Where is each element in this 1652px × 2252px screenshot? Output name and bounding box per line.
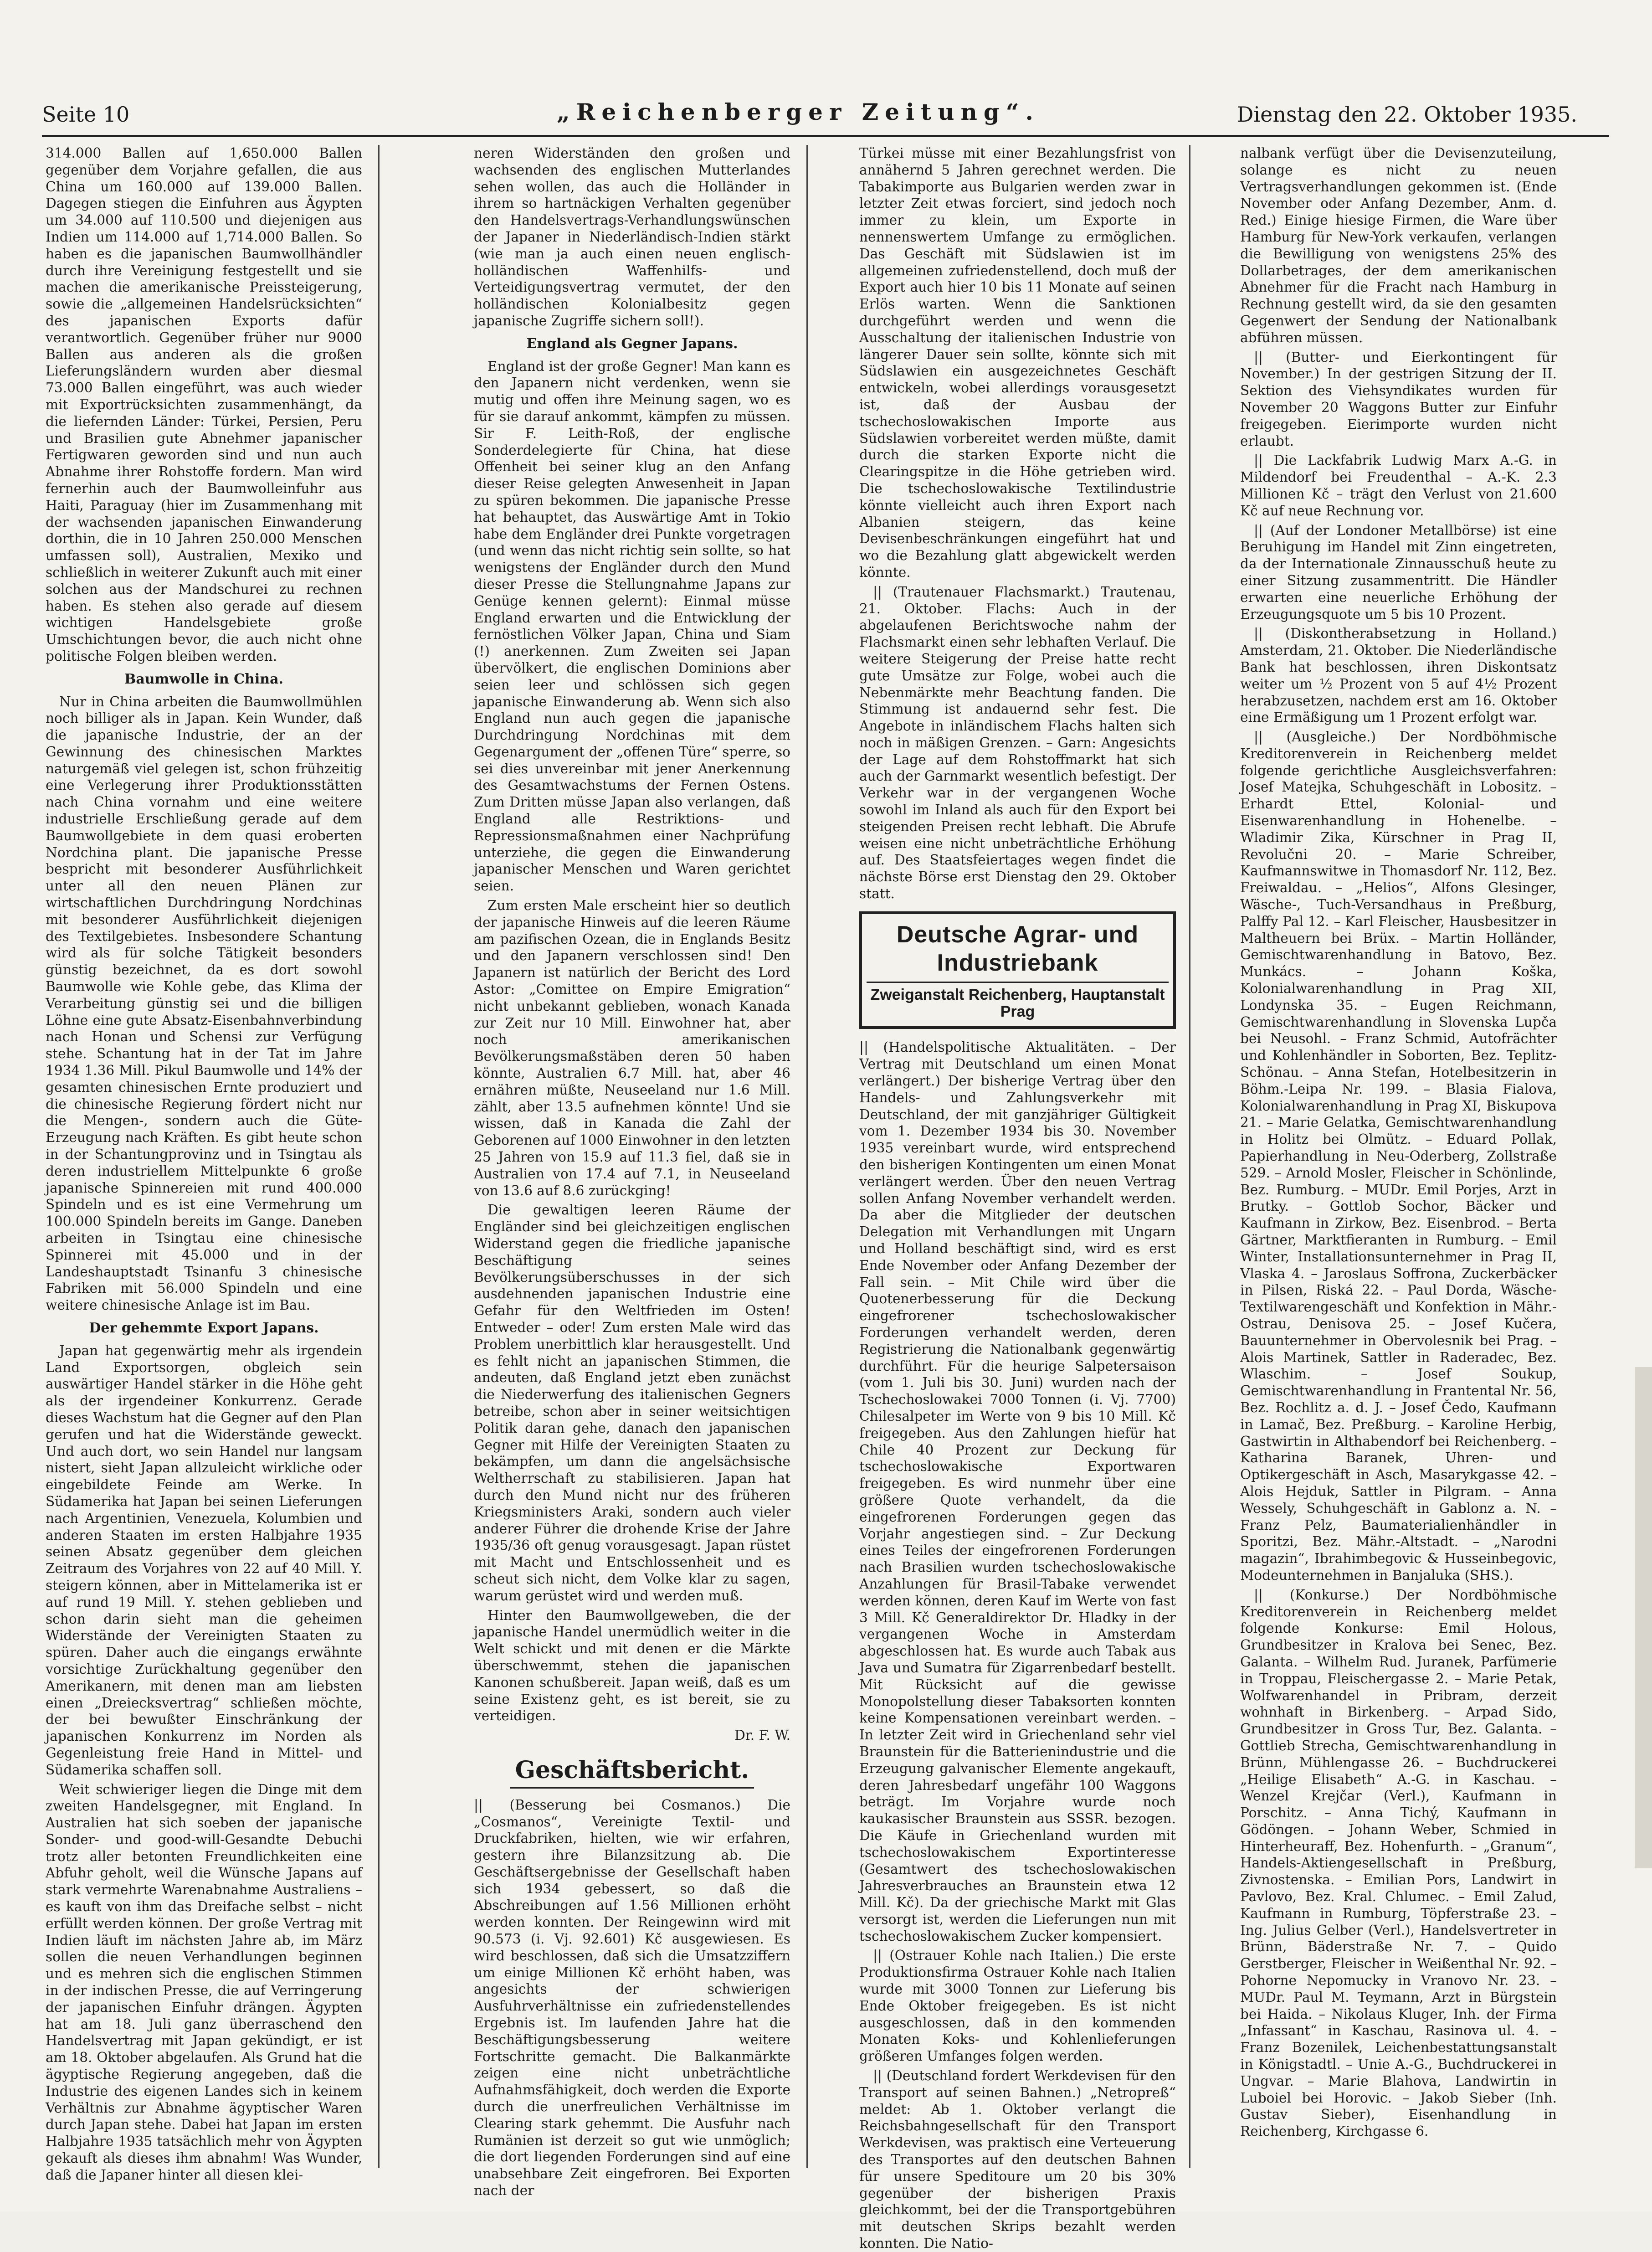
report-paragraph: || (Ausgleiche.) Der Nordböhmische Kreditorenverein in Reichenberg meldet folgende gerichtliche Ausgleichsverfahren: Josef Matejka, Schuhgeschäft in Lobositz. – Erhardt Ettel, Kolonial- und Eisenwarenhandlung in Hohenelbe. – Wladimir Zika, Kürschner in Prag II, Revolučni 20. – Marie Schreiber, Kaufmannswitwe in Thomasdorf Nr. 112, Bez. Freiwaldau. – „Helios“, Alfons Glesinger, Wäsche-, Tuch-Versandhaus in Preßburg, Palffy Pal 12. – Karl Fleischer, Hausbesitzer in Maltheuern bei Brüx. – Martin Holländer, Gemischtwarenhandlung in Batovo, Bez. Munkács. – Johann Koška, Kolonialwarenhandlung in Prag XII, Londynska 35. – Eugen Reichmann, Gemischtwarenhandlung in Slovenska Lupča bei Neusohl. – Franz Schmid, Autofrächter und Kohlenhändler in Soborten, Bez. Teplitz-Schönau. – Anna Stefan, Hotelbesitzerin in Böhm.-Leipa Nr. 199. – Blasia Fialova, Kolonialwarenhandlung in Prag XI, Biskupova 21. – Marie Gelatka, Gemischtwarenhandlung in Holitz bei Olmütz. – Eduard Pollak, Papierhandlung in Neu-Oderberg, Zollstraße 529. – Arnold Mosler, Fleischer in Schönlinde, Bez. Rumburg. – MUDr. Emil Porjes, Arzt in Brutky. – Gottlob Sochor, Bäcker und Kaufmann in Zirkow, Bez. Eisenbrod. – Berta Gärtner, Marktfieranten in Rumburg. – Emil Winter, Installationsunternehmer in Prag II, Vlaska 4. – Jaroslaus Soffrona, Zuckerbäcker in Pilsen, Riská 22. – Paul Dorda, Wäsche-Textilwarengeschäft und Konfektion in Mähr.-Ostrau, Denisova 25. – Josef Kučera, Bauunternehmer in Obervolesnik bei Prag. – Alois Martinek, Sattler in Raderadec, Bez. Wlaschim. – Josef Soukup, Gemischtwarenhandlung in Frantental Nr. 56, Bez. Rochlitz a. d. J. – Josef Čedo, Kaufmann in Lamač, Bez. Preßburg. – Karoline Herbig, Gastwirtin in Althabendorf bei Reichenberg. – Katharina Baranek, Uhren- und Optikergeschäft in Asch, Masarykgasse 42. – Alois Hejduk, Sattler in Pilgram. – Anna Wessely, Schuhgeschäft in Gablonz a. N. – Franz Pelz, Baumaterialienhändler in Sporitzi, Bez. Mähr.-Altstadt. – „Narodni magazin“, Ibrahimbegovic & Husseinbegovic, Modeunternehmen in Banjaluka (SHS.). bbox=[1240, 729, 1557, 1583]
article-paragraph: Weit schwieriger liegen die Dinge mit dem zweiten Handelsgegner, mit England. In Australien hat sich soeben der japanische Sonder- und good-will-Gesandte Debuchi trotz aller betonten Freundlichkeiten eine Abfuhr geholt, weil die Wünsche Japans auf stark vermehrte Warenabnahme Australiens – es kauft von ihm das Dreifache selbst – nicht erfüllt werden können. Der große Vertrag mit Indien läuft im nächsten Jahre ab, im März sollen die neuen Verhandlungen beginnen und es mehren sich die englischen Stimmen in der indischen Presse, die auf Verringerung der japanischen Einfuhr drängen. Ägypten hat am 18. Juli ganz überraschend den Handelsvertrag mit Japan gekündigt, er ist am 18. Oktober abgelaufen. Als Grund hat die ägyptische Regierung angegeben, daß die Industrie des eigenen Landes sich in keinem Verhältnis zur Abnahme ägyptischer Waren durch Japan stehe. Dabei hat Japan im ersten Halbjahre 1935 tatsächlich mehr von Ägypten gekauft als dieses ihm abnahm! Was Wunder, daß die Japaner hinter all diesen klei- bbox=[46, 1781, 362, 2183]
bank-advertisement bbox=[859, 911, 1176, 1029]
issue-date: Dienstag den 22. Oktober 1935. bbox=[1236, 102, 1577, 127]
column-divider bbox=[378, 145, 380, 2168]
report-paragraph: || (Ostrauer Kohle nach Italien.) Die erste Produktionsfirma Ostrauer Kohle nach Italien wurde mit 3000 Tonnen zur Lieferung bis Ende Oktober freigegeben. Es ist nicht ausgeschlossen, daß in den kommenden Monaten Koks- und Kohlenlieferungen größeren Umfanges folgen werden. bbox=[859, 1948, 1176, 2064]
article-paragraph: Nur in China arbeiten die Baumwollmühlen noch billiger als in Japan. Kein Wunder, daß die japanische Industrie, der an der Gewinnung des chinesischen Marktes naturgemäß viel gelegen ist, schon frühzeitig eine Verlegerung ihrer Produktionsstätten nach China vornahm und eine weitere industrielle Erschließung gerade auf dem Baumwollgebiete in dem quasi eroberten Nordchina plant. Die japanische Presse bespricht mit besonderer Ausführlichkeit unter all den neuen Plänen zur wirtschaftlichen Durchdringung Nordchinas mit besonderer Ausführlichkeit diejenigen des Textilgebietes. Insbesondere Schantung wird als für solche Tätigkeit besonders günstig bezeichnet, da es dort sowohl Baumwolle wie Kohle gebe, das Klima der Verarbeitung günstig sei und die billigen Löhne eine gute Absatz-Eisenbahnverbindung nach Honan und Schensi zur Verfügung stehe. Schantung hat in der Tat im Jahre 1934 1.36 Mill. Pikul Baumwolle und 14% der gesamten chinesischen Ernte produziert und die chinesische Regierung fördert nicht nur die Mengen-, sondern auch die Güte-Erzeugung nach Kräften. Es gibt heute schon in der Schantungprovinz und in Tsingtau als deren industriellem Mittelpunkte 6 große japanische Spinnereien mit rund 400.000 Spindeln und es ist eine Vermehrung um 100.000 Spindeln bereits im Gange. Daneben arbeiten in Tsingtau eine chinesische Spinnerei mit 45.000 und in der Landeshauptstadt Tsinanfu 3 chinesische Fabriken mit 56.000 Spindeln und eine weitere chinesische Anlage ist im Bau. bbox=[46, 694, 362, 1313]
column-divider bbox=[1189, 145, 1190, 2168]
masthead: „Reichenberger Zeitung“. bbox=[557, 98, 1040, 125]
report-paragraph: || (Butter- und Eierkontingent für November.) In der gestrigen Sitzung der II. Sektion des Viehsyndikates wurden für November 20 Waggons Butter zur Einfuhr freigegeben. Eierimporte wurden nicht erlaubt. bbox=[1240, 349, 1557, 449]
column-3 bbox=[859, 145, 1176, 2252]
section-rule bbox=[510, 1787, 754, 1789]
report-paragraph: || (Konkurse.) Der Nordböhmische Kreditorenverein in Reichenberg meldet folgende Konkurse: Emil Holous, Grundbesitzer in Kralova bei Senec, Bez. Galanta. – Wilhelm Rud. Juranek, Parfümerie in Troppau, Fleischergasse 2. – Marie Petak, Wolfwarenhandel in Pribram, derzeit wohnhaft in Birkenberg. – Arpad Sido, Grundbesitzer in Gross Tur, Bez. Galanta. – Gottlieb Strecha, Gemischtwarenhandlung in Brünn, Mühlengasse 26. – Buchdruckerei „Heilige Elisabeth“ A.-G. in Kaschau. – Wenzel Krejčar (Verl.), Kaufmann in Porschitz. – Anna Tichý, Kaufmann in Gödöngen. – Johann Weber, Schmied in Hinterheuraff, Bez. Hohenfurth. – „Granum“, Handels-Aktiengesellschaft in Preßburg, Zivnostenska. – Emilian Pors, Landwirt in Pavlovo, Bez. Kral. Chlumec. – Emil Zalud, Kaufmann in Rumburg, Töpferstraße 23. – Ing. Julius Gelber (Verl.), Handelsvertreter in Brünn, Bäderstraße Nr. 7. – Quido Gerstberger, Fleischer in Weißenthal Nr. 92. – Pohorne Nepomucky in Vranovo Nr. 23. – MUDr. Paul M. Teymann, Arzt in Bürgstein bei Haida. – Nikolaus Kluger, Inh. der Firma „Infassant“ in Kaschau, Rasinova ul. 4. – Franz Bozenilek, Leichenbestattungsanstalt in Königstadtl. – Unie A.-G., Buchdruckerei in Ungvar. – Marie Blahova, Landwirtin in Luboiel bei Horovic. – Jakob Sieber (Inh. Gustav Sieber), Eisenhandlung in Reichenberg, Kirchgasse 6. bbox=[1240, 1587, 1557, 2139]
article-paragraph: 314.000 Ballen auf 1,650.000 Ballen gegenüber dem Vorjahre gefallen, die aus China um 160.000 auf 139.000 Ballen. Dagegen stiegen die Einfuhren aus Ägypten um 34.000 auf 110.500 und diejenigen aus Indien um 114.000 auf 1,714.000 Ballen. So haben es die japanischen Baumwollhändler durch ihre Vereinigung festgestellt und sie machen die amerikanische Preissteigerung, sowie die „allgemeinen Handelsrücksichten“ des japanischen Exports dafür verantwortlich. Gegenüber früher nur 9000 Ballen aus anderen als die großen Lieferungsländern wurden aber diesmal 73.000 Ballen eingeführt, was auch wieder mit Exportrücksichten zusammenhängt, da die liefernden Länder: Türkei, Persien, Peru und Brasilien gute Abnehmer japanischer Fertigwaren geworden sind und nun auch Abnahme ihrer Rohstoffe fordern. Man wird fernerhin auch der Baumwolleinfuhr aus Haiti, Paraguay (hier im Zusammenhang mit der wachsenden japanischen Einwanderung dorthin, die in 10 Jahren 250.000 Menschen umfassen soll), Australien, Mexiko und schließlich in weiterer Zukunft auch mit einer solchen aus der Mandschurei zu rechnen haben. Es stehen also gerade auf diesem wichtigen Handelsgebiete große Umschichtungen bevor, die auch nicht ohne politische Folgen bleiben werden. bbox=[46, 145, 362, 664]
report-paragraph: || (Diskontherabsetzung in Holland.) Amsterdam, 21. Oktober. Die Niederländische Bank hat beschlossen, ihren Diskontsatz weiter um ½ Prozent von 5 auf 4½ Prozent herabzusetzen, nachdem erst am 16. Oktober eine Ermäßigung um 1 Prozent erfolgt war. bbox=[1240, 626, 1557, 725]
column-divider bbox=[806, 145, 808, 2168]
report-paragraph: || (Deutschland fordert Werkdevisen für den Transport auf seinen Bahnen.) „Netropreß“ meldet: Ab 1. Oktober verlangt die Reichsbahngesellschaft für den Transport Werkdevisen, was praktisch eine Verteuerung des Transportes auf den deutschen Bahnen für unsere Speditoure um 20 bis 30% gegenüber der bisherigen Praxis gleichkommt, bei der die Transportgebühren mit deutschen Skrips bezahlt werden konnten. Die Natio- bbox=[859, 2068, 1176, 2252]
page-number: Seite 10 bbox=[42, 102, 130, 127]
article-paragraph: Die gewaltigen leeren Räume der Engländer sind bei gleichzeitigen englischen Widerstand gegen die friedliche japanische Beschäftigung seines Bevölkerungsüberschusses in der sich ausdehnenden japanischen Industrie eine Gefahr für den Weltfrieden im Osten! Entweder – oder! Zum ersten Male wird das Problem unerbittlich klar herausgestellt. Und es fehlt nicht an japanischen Stimmen, die andeuten, daß England jetzt eben zunächst die Niederwerfung des italienischen Gegners betreibe, schon aber in seiner weitsichtigen Politik daran gehe, danach den japanischen Gegner mit Hilfe der Vereinigten Staaten zu bekämpfen, um dann die angelsächsische Weltherrschaft zu stabilisieren. Japan hat durch den Mund nicht nur des früheren Kriegsministers Araki, sondern auch vieler anderer Führer die drohende Krise der Jahre 1935/36 oft genug vorausgesagt. Japan rüstet mit Macht und Entschlossenheit und es scheut sich nicht, dem Volke klar zu sagen, warum gerüstet wird und werden muß. bbox=[474, 1202, 790, 1604]
column-1 bbox=[46, 145, 362, 2183]
header-rule bbox=[42, 135, 1609, 137]
author-signature: Dr. F. W. bbox=[734, 1728, 790, 1743]
ad-bank-name: Deutsche Agrar- und Industriebank bbox=[896, 921, 1139, 976]
report-paragraph: || Die Lackfabrik Ludwig Marx A.-G. in Mildendorf bei Freudenthal – A.-K. 2.3 Millionen Kč – trägt den Verlust von 21.600 Kč auf neue Rechnung vor. bbox=[1240, 452, 1557, 519]
report-paragraph: || (Auf der Londoner Metallbörse) ist eine Beruhigung im Handel mit Zinn eingetreten, da der Internationale Zinnausschuß heute zu einer Sitzung zusammentritt. Die Händler erwarten eine neuerliche Erhöhung der Erzeugungsquote um 5 bis 10 Prozent. bbox=[1240, 522, 1557, 622]
subheading-baumwolle-china: Baumwolle in China. bbox=[124, 671, 283, 687]
ad-branch-line: Zweiganstalt Reichenberg, Hauptanstalt Prag bbox=[867, 982, 1169, 1020]
column-4 bbox=[1240, 145, 1557, 2168]
article-paragraph: neren Widerständen den großen und wachsenden des englischen Mutterlandes sehen wollen, das auch die Holländer in ihrem so hartnäckigen Verhalten gegenüber den Handelsvertrags-Verhandlungswünschen der Japaner in Niederländisch-Indien stärkt (wie man ja auch einen neuen englisch-holländischen Waffenhilfs- und Verteidigungsvertrag vermutet, der den holländischen Kolonialbesitz gegen japanische Zugriffe sichern soll!). bbox=[474, 145, 790, 329]
column-2 bbox=[474, 145, 790, 2199]
report-paragraph: Türkei müsse mit einer Bezahlungsfrist von annähernd 5 Jahren gerechnet werden. Die Tabakimporte aus Bulgarien werden zwar in letzter Zeit etwas forciert, sind jedoch noch immer zu klein, um Exporte in nennenswertem Umfange zu ermöglichen. Das Geschäft mit Südslawien ist im allgemeinen zufriedenstellend, doch muß der Export auch hier 10 bis 11 Monate auf seinen Erlös warten. Wenn die Sanktionen durchgeführt werden und wenn die Ausschaltung der italienischen Industrie von längerer Dauer sein sollte, könnte sich mit Südslawien ein ausgezeichnetes Geschäft entwickeln, wobei allerdings vorausgesetzt ist, daß der Ausbau der tschechoslowakischen Importe aus Südslawien vorbereitet werden müßte, damit durch die starken Exporte nicht die Clearingspitze in die Höhe getrieben wird. Die tschechoslowakische Textilindustrie könnte vielleicht auch ihren Export nach Albanien steigern, das keine Devisenbeschränkungen eingeführt hat und wo die Bezahlung glatt abgewickelt werden könnte. bbox=[859, 145, 1176, 580]
scan-edge bbox=[1635, 1367, 1652, 1868]
report-paragraph: nalbank verfügt über die Devisenzuteilung, solange es nicht zu neuen Vertragsverhandlungen gekommen ist. (Ende November oder Anfang Dezember, Anm. d. Red.) Einige hiesige Firmen, die Ware über Hamburg für New-York verkaufen, verlangen die Bewilligung von wenigstens 25% des Dollarbetrages, der dem amerikanischen Abnehmer für die Fracht nach Hamburg in Rechnung gestellt wird, da sie den gesamten Gegenwert der Sendung der Nationalbank abführen müssen. bbox=[1240, 145, 1557, 345]
section-heading-geschaeftsbericht: Geschäftsbericht. bbox=[515, 1756, 749, 1784]
report-paragraph: || (Besserung bei Cosmanos.) Die „Cosmanos“, Vereinigte Textil- und Druckfabriken, hielten, wie wir erfahren, gestern ihre Bilanzsitzung ab. Die Geschäftsergebnisse der Gesellschaft haben sich 1934 gebessert, so daß die Abschreibungen auf 1.56 Millionen erhöht werden konnten. Der Reingewinn wird mit 90.573 (i. Vj. 92.601) Kč ausgewiesen. Es wird beschlossen, daß sich die Umsatzziffern um einige Millionen Kč erhöht haben, was angesichts der schwierigen Ausfuhrverhältnisse ein zufriedenstellendes Ergebnis ist. Im laufenden Jahre hat die Beschäftigungsbesserung weitere Fortschritte gemacht. Die Balkanmärkte zeigen eine nicht unbeträchtliche Aufnahmsfähigkeit, doch werden die Exporte durch die unerfreulichen Verhältnisse im Clearing stark gehemmt. Die Ausfuhr nach Rumänien ist derzeit so gut wie unmöglich; die dort liegenden Forderungen sind auf eine unabsehbare Zeit eingefroren. Bei Exporten nach der bbox=[474, 1797, 790, 2199]
report-paragraph: || (Trautenauer Flachsmarkt.) Trautenau, 21. Oktober. Flachs: Auch in der abgelaufenen Berichtswoche nahm der Flachsmarkt einen sehr lebhaften Verlauf. Die weitere Steigerung der Preise hatte recht gute Umsätze zur Folge, wobei auch die Nebenmärkte mehr Beachtung fanden. Die Stimmung ist andauernd sehr fest. Die Angebote in inländischem Flachs halten sich noch in mäßigen Grenzen. – Garn: Angesichts der Lage auf dem Rohstoffmarkt hat sich auch der Garnmarkt wesentlich befestigt. Der Verkehr war in der vergangenen Woche sowohl im Inland als auch für den Export bei steigenden Preisen recht lebhaft. Die Abrufe weisen eine nicht unbeträchtliche Erhöhung auf. Des Staatsfeiertages wegen findet die nächste Börse erst Dienstag den 29. Oktober statt. bbox=[859, 584, 1176, 902]
article-paragraph: Japan hat gegenwärtig mehr als irgendein Land Exportsorgen, obgleich sein auswärtiger Handel stärker in die Höhe geht als der irgendeiner Konkurrenz. Gerade dieses Wachstum hat die Gegner auf den Plan gerufen und hat die Widerstände geweckt. Und auch dort, wo sein Handel nur langsam nistert, sieht Japan allzuleicht wirkliche oder eingebildete Feinde am Werke. In Südamerika hat Japan bei seinen Lieferungen nach Argentinien, Venezuela, Kolumbien und anderen Staaten im ersten Halbjahre 1935 seinen Absatz gegenüber dem gleichen Zeitraum des Vorjahres von 22 auf 40 Mill. Y. steigern können, aber in Mittelamerika ist er auf rund 19 Mill. Y. stehen geblieben und schon darin sieht man die geheimen Widerstände der Vereinigten Staaten zu spüren. Daher auch die eingangs erwähnte vorsichtige Zurückhaltung gegenüber den Amerikanern, mit denen man am liebsten einen „Dreiecksvertrag“ schließen möchte, der bei bewußter Einschränkung der japanischen Konkurrenz im Norden als Gegenleistung freie Hand in Mittel- und Südamerika schaffen soll. bbox=[46, 1342, 362, 1778]
page-header bbox=[42, 96, 1614, 132]
article-paragraph: Zum ersten Male erscheint hier so deutlich der japanische Hinweis auf die leeren Räume am pazifischen Ozean, die in Englands Besitz und den Japanern verschlossen sind! Den Japanern ist natürlich der Bericht des Lord Astor: „Comittee on Empire Emigration“ nicht unbekannt geblieben, wonach Kanada zur Zeit nur 10 Mill. Einwohner hat, aber noch amerikanischen Bevölkerungsmaßstäben deren 50 haben könnte, Australien 6.7 Mill. hat, aber 46 ernähren müßte, Neuseeland nur 1.6 Mill. zählt, aber 13.5 aufnehmen könnte! Und sie wissen, daß in Kanada die Zahl der Geborenen auf 1000 Einwohner in den letzten 25 Jahren von 15.9 auf 11.3 fiel, daß sie in Australien von 17.4 auf 7.1, in Neuseeland von 13.6 auf 8.6 zurückging! bbox=[474, 898, 790, 1198]
report-paragraph: || (Handelspolitische Aktualitäten. – Der Vertrag mit Deutschland um einen Monat verlängert.) Der bisherige Vertrag über den Handels- und Zahlungsverkehr mit Deutschland, der mit ganzjähriger Gültigkeit vom 1. Dezember 1934 bis 30. November 1935 vereinbart wurde, wird entsprechend den bisherigen Kontingenten um einen Monat verlängert werden. Über den neuen Vertrag sollen Anfang November verhandelt werden. Da aber die Mitglieder der deutschen Delegation mit Verhandlungen mit Ungarn und Holland beschäftigt sind, wird es erst Ende November oder Anfang Dezember der Fall sein. – Mit Chile wird über die Quotenerbesserung für die Deckung eingefrorener tschechoslowakischer Forderungen verhandelt werden, deren Registrierung die Nationalbank gegenwärtig durchführt. Für die heurige Salpetersaison (vom 1. Juli bis 30. Juni) wurden nach der Tschechoslowakei 7000 Tonnen (i. Vj. 7700) Chilesalpeter im Werte von 9 bis 10 Mill. Kč freigegeben. Aus den Zahlungen hiefür hat Chile 40 Prozent zur Deckung für tschechoslowakische Exportwaren freigegeben. Es wird nunmehr über eine größere Quote verhandelt, da die eingefrorenen Forderungen gegen das Vorjahr angestiegen sind. – Zur Deckung eines Teiles der eingefrorenen Forderungen nach Brasilien wurden tschechoslowakische Anzahlungen für Brasil-Tabake verwendet werden können, deren Kauf im Werte von fast 3 Mill. Kč Generaldirektor Dr. Hladky in der vergangenen Woche in Amsterdam abgeschlossen hat. Es wurde auch Tabak aus Java und Sumatra für Zigarrenbedarf bestellt. Mit Rücksicht auf die gewisse Monopolstellung dieser Tabaksorten konnten keine Kompensationen vereinbart werden. – In letzter Zeit wird in Griechenland sehr viel Braunstein für die Batterienindustrie und die Erzeugung galvanischer Elemente angekauft, deren Jahresbedarf ungefähr 100 Waggons beträgt. Im Vorjahre wurde noch kaukasischer Braunstein aus SSSR. bezogen. Die Käufe in Griechenland wurden mit tschechoslowakischem Exportinteresse (Gesamtwert des tschechoslowakischen Jahresverbrauches an Braunstein etwa 12 Mill. Kč). Da der griechische Markt mit Glas versorgt ist, werden die Lieferungen nun mit tschechoslowakischem Zucker kompensiert. bbox=[859, 1039, 1176, 1944]
article-paragraph: Hinter den Baumwollgeweben, die der japanische Handel unermüdlich weiter in die Welt schickt und mit denen er die Märkte überschwemmt, stehen die japanischen Kanonen schußbereit. Japan weiß, daß es um seine Existenz geht, es ist bereit, sie zu verteidigen. bbox=[474, 1607, 790, 1724]
article-paragraph: England ist der große Gegner! Man kann es den Japanern nicht verdenken, wenn sie mutig und offen ihre Meinung sagen, wo es für sie darauf ankommt, kämpfen zu müssen. Sir F. Leith-Roß, der englische Sonderdelegierte für China, hat diese Offenheit bei seiner klug an den Anfang dieser Reise gelegten Anwesenheit in Japan zu spüren bekommen. Die japanische Presse hat behauptet, das Auswärtige Amt in Tokio habe dem Engländer drei Punkte vorgetragen (und wenn das nicht richtig sein sollte, so hat wenigstens der Engländer durch den Mund dieser Presse die Stellungnahme Japans zur Genüge kennen gelernt): Einmal müsse England erwarten und die Entwicklung der fernöstlichen Völker Japan, China und Siam (!) anerkennen. Zum Zweiten sei Japan übervölkert, die englischen Dominions aber seien leer und schlössen sich gegen japanische Einwanderung ab. Wenn sich also England nun auch gegen die japanische Durchdringung Nordchinas mit dem Gegenargument der „offenen Türe“ sperre, so sei dies unvereinbar mit jener Anerkennung des Gesamtwachstums der Fernen Ostens. Zum Dritten müsse Japan also verlangen, daß England alle Restriktions- und Repressionsmaßnahmen einer Nachprüfung unterziehe, die gegen die Einwanderung japanischer Menschen und Waren gerichtet seien. bbox=[474, 358, 790, 894]
subheading-england-gegner: England als Gegner Japans. bbox=[526, 335, 738, 352]
subheading-export-japans: Der gehemmte Export Japans. bbox=[89, 1320, 319, 1336]
